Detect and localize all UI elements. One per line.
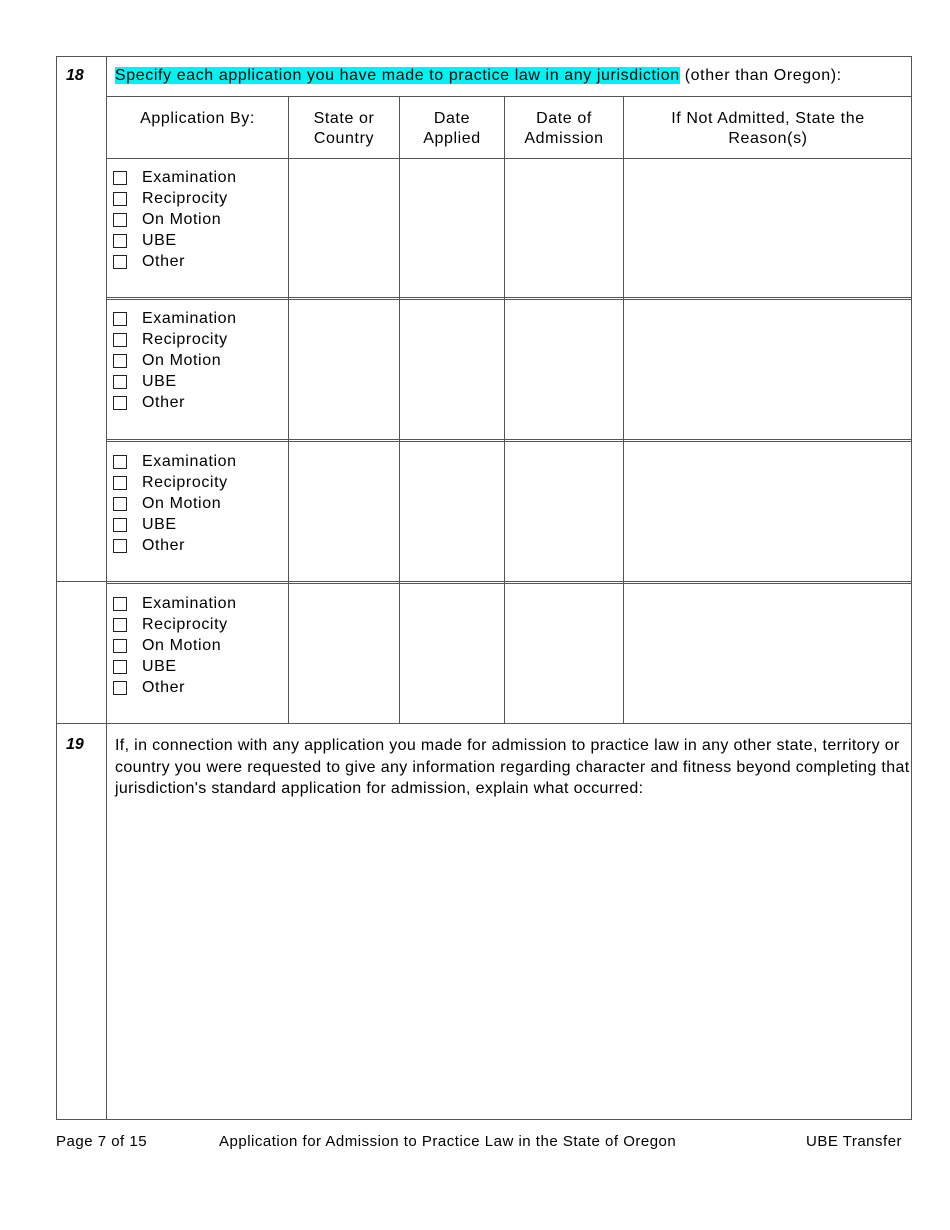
application-row-1-options <box>113 167 283 272</box>
header-date-applied: Date Applied <box>423 110 481 147</box>
header-application-by: Application By: <box>140 110 255 127</box>
checkbox[interactable] <box>113 518 127 532</box>
option-other[interactable]: Other <box>113 677 283 698</box>
section-divider <box>56 723 912 724</box>
header-divider <box>106 158 912 159</box>
footer-page-number: Page 7 of 15 <box>56 1133 148 1150</box>
question-19-text: If, in connection with any application you made for admission to practice law in any other state, territory or country you were requested to give any information regarding character and fitness beyond completing that jurisdiction's standard application for admission, explain what occurred: <box>115 737 910 797</box>
checkbox[interactable] <box>113 539 127 553</box>
prompt-highlight: Specify each application you have made to practice law in any jurisdiction <box>115 67 680 84</box>
application-row-4-options <box>113 593 283 698</box>
checkbox[interactable] <box>113 375 127 389</box>
application-row-2-options <box>113 308 283 413</box>
option-other[interactable]: Other <box>113 535 283 556</box>
row-divider-1 <box>106 297 912 300</box>
checkbox[interactable] <box>113 255 127 269</box>
col-divider-2 <box>399 96 400 723</box>
checkbox[interactable] <box>113 333 127 347</box>
option-on-motion[interactable]: On Motion <box>113 209 283 230</box>
row-divider-2 <box>106 439 912 442</box>
option-examination[interactable]: Examination <box>113 593 283 614</box>
option-ube[interactable]: UBE <box>113 514 283 535</box>
header-date-admission: Date of Admission <box>524 110 604 147</box>
option-ube[interactable]: UBE <box>113 656 283 677</box>
col-divider-3 <box>504 96 505 723</box>
application-row-3-options <box>113 451 283 556</box>
checkbox[interactable] <box>113 312 127 326</box>
checkbox[interactable] <box>113 455 127 469</box>
checkbox[interactable] <box>113 618 127 632</box>
checkbox[interactable] <box>113 497 127 511</box>
checkbox[interactable] <box>113 234 127 248</box>
number-column-divider <box>106 56 107 1120</box>
option-examination[interactable]: Examination <box>113 167 283 188</box>
checkbox[interactable] <box>113 681 127 695</box>
question-18-prompt <box>115 67 842 85</box>
checkbox[interactable] <box>113 354 127 368</box>
question-19-number: 19 <box>66 736 84 753</box>
option-ube[interactable]: UBE <box>113 230 283 251</box>
footer-title: Application for Admission to Practice Law in the State of Oregon <box>219 1133 677 1150</box>
checkbox[interactable] <box>113 171 127 185</box>
option-reciprocity[interactable]: Reciprocity <box>113 329 283 350</box>
checkbox[interactable] <box>113 213 127 227</box>
option-on-motion[interactable]: On Motion <box>113 635 283 656</box>
checkbox[interactable] <box>113 192 127 206</box>
checkbox[interactable] <box>113 660 127 674</box>
number-column-break <box>56 581 107 582</box>
header-reason: If Not Admitted, State the Reason(s) <box>671 110 865 147</box>
option-on-motion[interactable]: On Motion <box>113 350 283 371</box>
footer-form-type: UBE Transfer <box>806 1133 903 1150</box>
question-18-number: 18 <box>66 67 84 84</box>
checkbox[interactable] <box>113 476 127 490</box>
option-examination[interactable]: Examination <box>113 308 283 329</box>
col-divider-4 <box>623 96 624 723</box>
option-ube[interactable]: UBE <box>113 371 283 392</box>
option-on-motion[interactable]: On Motion <box>113 493 283 514</box>
option-reciprocity[interactable]: Reciprocity <box>113 188 283 209</box>
row-divider-3 <box>106 581 912 584</box>
header-state-country: State or Country <box>313 110 375 147</box>
option-other[interactable]: Other <box>113 251 283 272</box>
option-reciprocity[interactable]: Reciprocity <box>113 614 283 635</box>
checkbox[interactable] <box>113 597 127 611</box>
option-reciprocity[interactable]: Reciprocity <box>113 472 283 493</box>
col-divider-1 <box>288 96 289 723</box>
option-other[interactable]: Other <box>113 392 283 413</box>
prompt-divider <box>106 96 912 97</box>
prompt-rest: (other than Oregon): <box>679 67 842 84</box>
option-examination[interactable]: Examination <box>113 451 283 472</box>
checkbox[interactable] <box>113 639 127 653</box>
checkbox[interactable] <box>113 396 127 410</box>
